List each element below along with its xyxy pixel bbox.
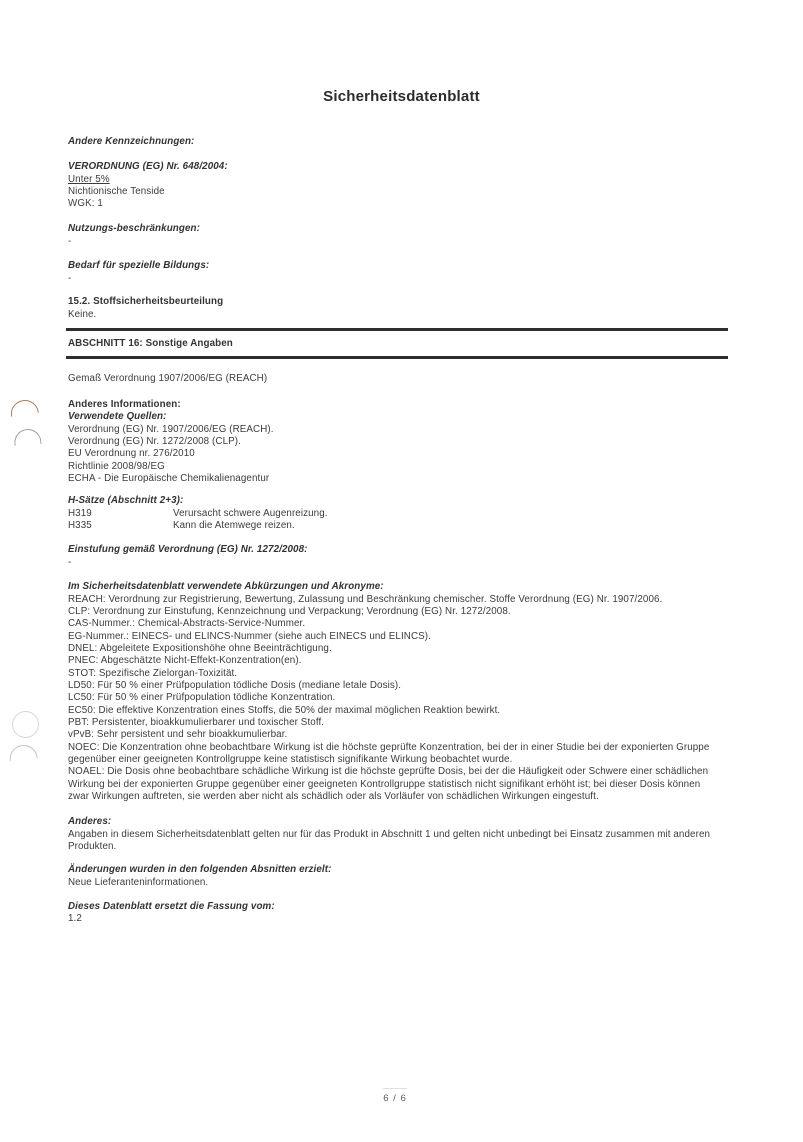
verordnung-648-unter: Unter 5%	[68, 173, 110, 185]
aenderungen-value: Neue Lieferanteninformationen.	[68, 877, 209, 888]
quellen-list	[68, 424, 274, 486]
anderes-label: Anderes:	[68, 816, 112, 827]
andere-kennzeichnungen-label: Andere Kennzeichnungen:	[68, 136, 195, 147]
document-title: Sicherheitsdatenblatt	[323, 88, 480, 105]
abkuerzungen-label: Im Sicherheitsdatenblatt verwendete Abkürzungen und Akronyme:	[68, 581, 384, 592]
verordnung-648-wgk: WGK: 1	[68, 198, 103, 209]
abkuerzung-line: LC50: Für 50 % einer Prüfpopulation tödliche Konzentration.	[68, 692, 336, 704]
abkuerzung-line: PNEC: Abgeschätzte Nicht-Effekt-Konzentration(en).	[68, 655, 302, 667]
h-satz-code: H335	[68, 520, 92, 531]
quellen-item: Verordnung (EG) Nr. 1272/2008 (CLP).	[68, 435, 241, 447]
nutzungsbeschraenkungen-value: -	[68, 235, 72, 247]
verordnung-648-tenside: Nichtionische Tenside	[68, 186, 165, 197]
abkuerzungen-list	[68, 594, 709, 804]
fassung-value: 1.2	[68, 913, 82, 924]
abschnitt16-heading: ABSCHNITT 16: Sonstige Angaben	[68, 338, 233, 349]
section-divider-top	[66, 328, 728, 331]
abkuerzung-line: zwar Wirkungen auftreten, sie werden aber nicht als schädlich oder als Vorläufer von schädlichen Wirkungen eingestuft.	[68, 791, 599, 802]
anderes-text	[68, 829, 710, 854]
hole-punch-artifact	[9, 398, 39, 417]
h-satz-text: Verursacht schwere Augenreizung.	[173, 507, 328, 519]
abkuerzung-line: REACH: Verordnung zur Registrierung, Bewertung, Zulassung und Beschränkung chemischer. Stoffe Verordnung (EG) Nr. 1907/2006.	[68, 593, 663, 605]
abkuerzung-line: DNEL: Abgeleitete Expositionshöhe ohne Beeinträchtigung.	[68, 642, 332, 654]
quellen-item: Verordnung (EG) Nr. 1907/2006/EG (REACH).	[68, 423, 274, 435]
fassung-label: Dieses Datenblatt ersetzt die Fassung vom:	[68, 901, 275, 912]
h-satz-code: H319	[68, 507, 92, 519]
quellen-item: EU Verordnung nr. 276/2010	[68, 448, 195, 460]
abkuerzung-line: EC50: Die effektive Konzentration eines Stoffs, die 50% der maximal möglichen Reaktion bewirkt.	[68, 704, 501, 716]
hole-punch-artifact	[8, 744, 37, 762]
abkuerzung-line: CAS-Nummer.: Chemical-Abstracts-Service-Nummer.	[68, 618, 306, 630]
h-satz-row	[68, 508, 728, 521]
h-satz-row	[68, 520, 728, 533]
bedarf-label: Bedarf für spezielle Bildungs:	[68, 260, 210, 271]
abkuerzung-line: LD50: Für 50 % einer Prüfpopulation tödliche Dosis (mediane letale Dosis).	[68, 679, 402, 691]
anderes-line: Produkten.	[68, 840, 117, 852]
verwendete-quellen-label: Verwendete Quellen:	[68, 411, 167, 422]
abkuerzung-line: CLP: Verordnung zur Einstufung, Kennzeichnung und Verpackung; Verordnung (EG) Nr. 1272/2008.	[68, 605, 511, 617]
abkuerzung-line: PBT: Persistenter, bioakkumulierbarer und toxischer Stoff.	[68, 716, 325, 728]
page-number: 6 / 6	[383, 1093, 407, 1104]
quellen-item: Richtlinie 2008/98/EG	[68, 460, 165, 472]
verordnung-648-label: VERORDNUNG (EG) Nr. 648/2004:	[68, 161, 228, 172]
abkuerzung-line: NOEC: Die Konzentration ohne beobachtbare Wirkung ist die höchste geprüfte Konzentration, bei der in einer Studie bei der exponierten Gruppe	[68, 741, 710, 753]
abkuerzung-line: NOAEL: Die Dosis ohne beobachtbare schädliche Wirkung ist die höchste geprüfte Dosis, bei der die Häufigkeit oder Schwere einer schädlichen	[68, 766, 709, 778]
abkuerzung-line: STOT: Spezifische Zielorgan-Toxizität.	[68, 667, 238, 679]
bedarf-value: -	[68, 273, 72, 284]
abkuerzung-line: EG-Nummer.: EINECS- und ELINCS-Nummer (siehe auch EINECS und ELINCS).	[68, 630, 431, 642]
section-divider-bottom	[66, 356, 728, 359]
gemaess-verordnung-line: Gemaß Verordnung 1907/2006/EG (REACH)	[68, 373, 268, 384]
anderes-informationen-label: Anderes Informationen:	[68, 399, 181, 410]
scan-artifact-line	[383, 1088, 407, 1089]
abkuerzung-line: vPvB: Sehr persistent und sehr bioakkumulierbar.	[68, 729, 288, 741]
nutzungsbeschraenkungen-label: Nutzungs-beschränkungen:	[68, 223, 200, 234]
hole-punch-artifact	[13, 428, 41, 446]
einstufung-value: -	[68, 556, 72, 568]
anderes-line: Angaben in diesem Sicherheitsdatenblatt gelten nur für das Produkt in Abschnitt 1 und gelten nicht unbedingt bei Einsatz zusammen mit anderen	[68, 828, 711, 840]
stoffsicherheitsbeurteilung-value: Keine.	[68, 309, 97, 320]
h-satz-text: Kann die Atemwege reizen.	[173, 520, 295, 531]
aenderungen-label: Änderungen wurden in den folgenden Absnitten erzielt:	[68, 864, 332, 875]
h-saetze-label: H-Sätze (Abschnitt 2+3):	[68, 495, 184, 506]
stoffsicherheitsbeurteilung-heading: 15.2. Stoffsicherheitsbeurteilung	[68, 296, 224, 307]
abkuerzung-line: Wirkung bei der exponierten Gruppe gegenüber einer geeigneten Kontrollgruppe statistisch nicht signifikant erhöht ist; bei dieser Dosis können	[68, 778, 701, 790]
einstufung-label: Einstufung gemäß Verordnung (EG) Nr. 1272/2008:	[68, 544, 308, 555]
hole-punch-artifact	[12, 711, 39, 738]
abkuerzung-line: gegenüber einer geeigneten Kontrollgruppe keine statistisch signifikante Wirkung beobachtet wurde.	[68, 753, 513, 765]
quellen-item: ECHA - Die Europäische Chemikalienagentur	[68, 472, 270, 484]
